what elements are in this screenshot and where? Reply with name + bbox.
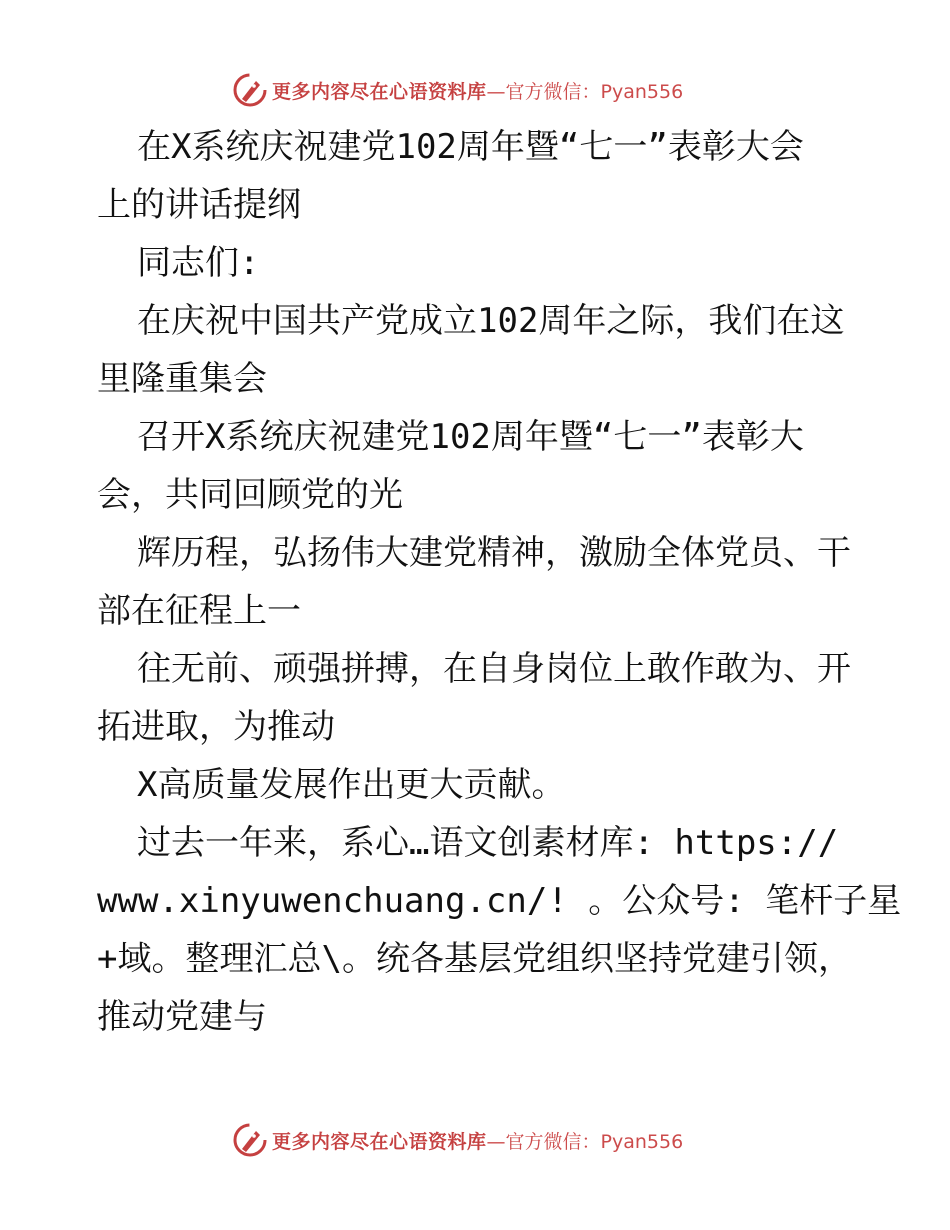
text-line: www.xinyuwenchuang.cn/! 。公众号: 笔杆子星	[97, 881, 902, 921]
text-line: X高质量发展作出更大贡献。	[137, 765, 566, 805]
pen-nib-logo-icon	[232, 1122, 268, 1158]
footer-banner	[232, 1120, 712, 1160]
text-line: 同志们:	[137, 243, 260, 283]
footer-banner-main-text: 更多内容尽在心语资料库	[272, 1130, 487, 1153]
text-line: 在X系统庆祝建党102周年暨“七一”表彰大会	[137, 127, 804, 167]
text-line: 过去一年来，系心…语文创素材库: https://	[137, 823, 839, 863]
header-banner-main-text: 更多内容尽在心语资料库	[272, 80, 487, 103]
text-line: 上的讲话提纲	[97, 185, 301, 225]
text-line: 拓进取，为推动	[97, 707, 335, 747]
text-line: 会，共同回顾党的光	[97, 475, 403, 515]
text-line: 往无前、顽强拼搏，在自身岗位上敢作敢为、开	[137, 649, 851, 689]
text-line: +域。整理汇总\。统各基层党组织坚持党建引领，	[97, 939, 852, 979]
pen-nib-logo-icon	[232, 72, 268, 108]
document-body	[97, 118, 902, 1046]
text-line: 里隆重集会	[97, 359, 267, 399]
text-line: 部在征程上一	[97, 591, 301, 631]
text-line: 在庆祝中国共产党成立102周年之际，我们在这	[137, 301, 845, 341]
header-banner	[232, 70, 712, 110]
header-banner-sub-text: —官方微信：Pyan556	[486, 80, 684, 103]
text-line: 召开X系统庆祝建党102周年暨“七一”表彰大	[137, 417, 804, 457]
text-line: 辉历程，弘扬伟大建党精神，激励全体党员、干	[137, 533, 851, 573]
footer-banner-sub-text: —官方微信：Pyan556	[486, 1130, 684, 1153]
text-line: 推动党建与	[97, 997, 267, 1037]
